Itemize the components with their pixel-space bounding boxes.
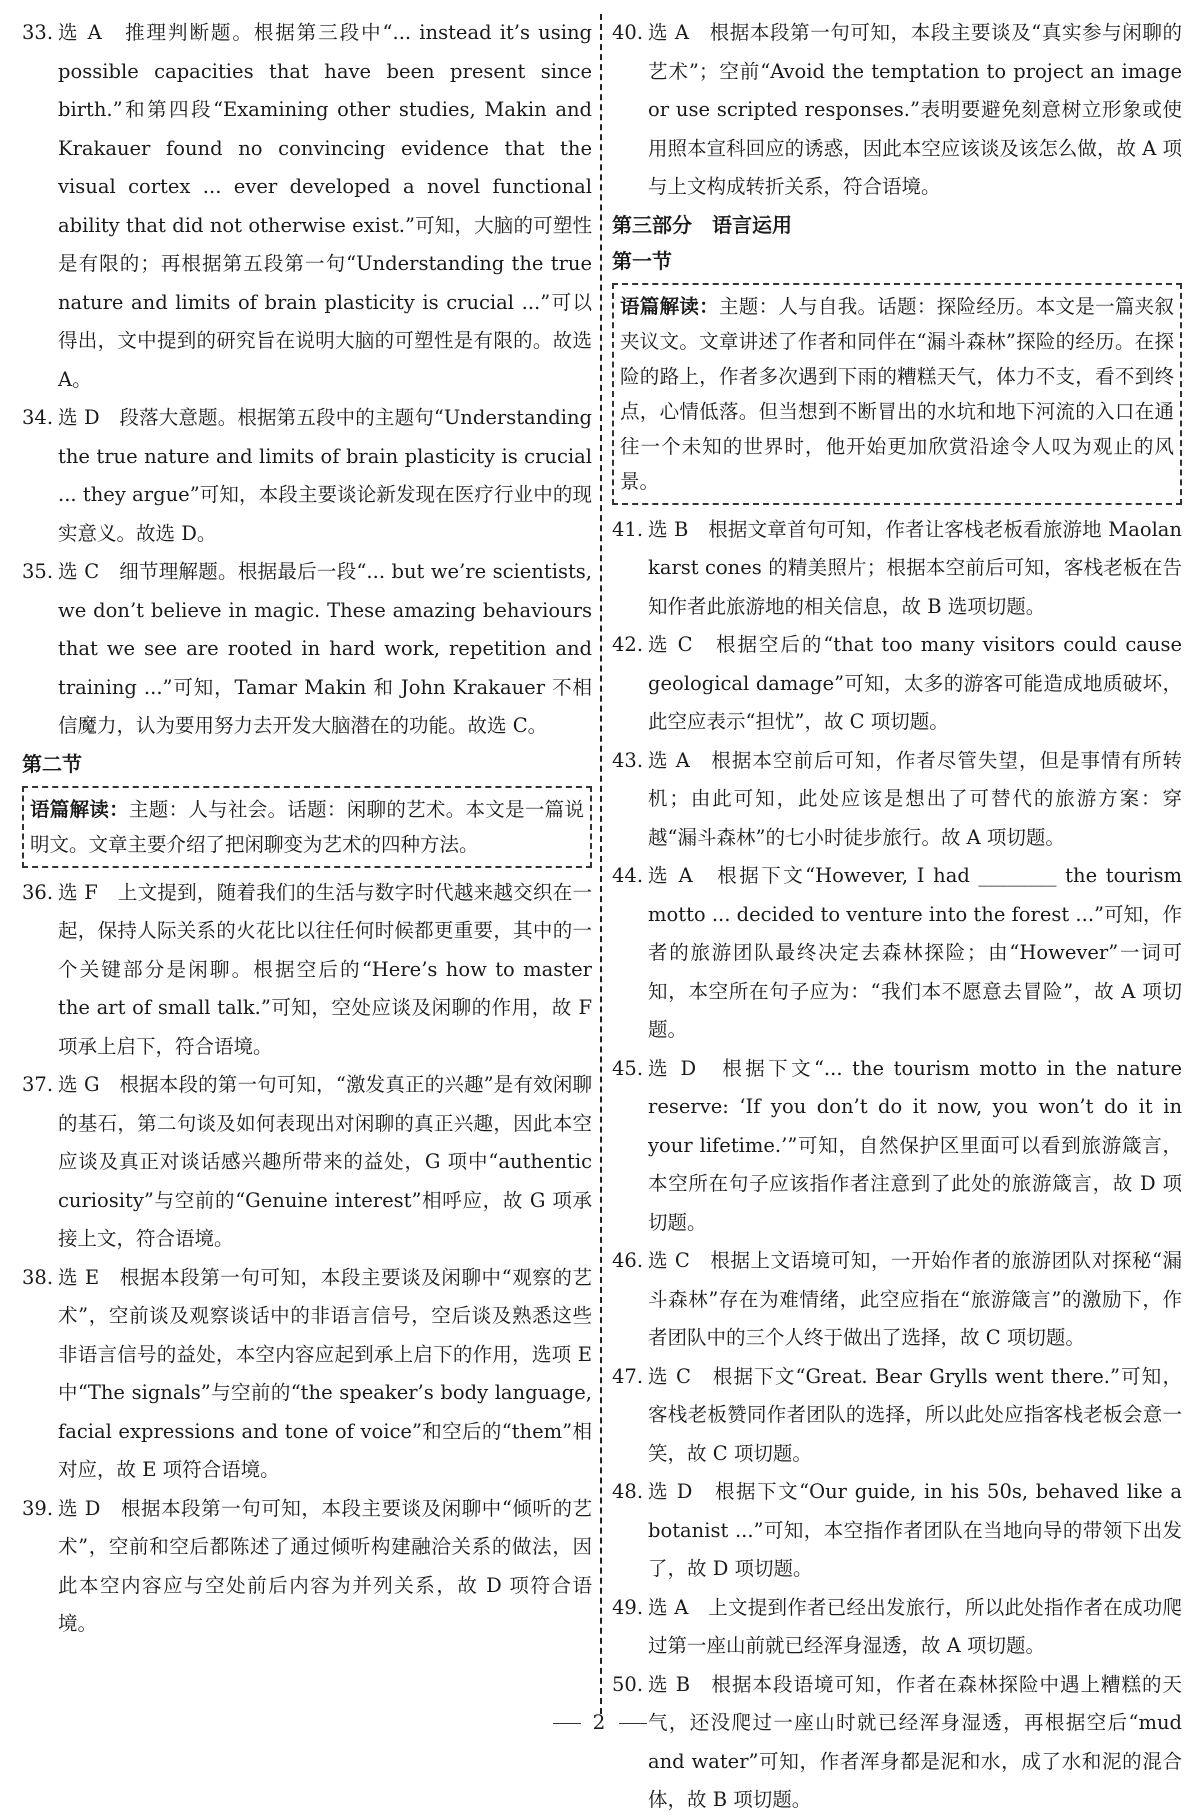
section-1-title: 第一节	[612, 248, 672, 273]
answer-item	[612, 511, 1182, 627]
answer-item	[612, 1666, 1182, 1820]
page-number	[0, 1710, 1200, 1734]
summary-text: 主题：人与自我。话题：探险经历。本文是一篇夹叙夹议文。文章讲述了作者和同伴在“漏斗森林”探险的经历。在探险的路上，作者多次遇到下雨的糟糕天气，体力不支，看不到终点，心情低落。但当想到不断冒出的水坑和地下河流的入口在通往一个未知的世界时，他开始更加欣赏沿途令人叹为观止的风景。	[620, 294, 1174, 493]
answer-item	[22, 874, 592, 1067]
question-number: 48.	[612, 1480, 644, 1503]
answer-item	[612, 1050, 1182, 1243]
summary-label: 语篇解读：	[620, 294, 719, 318]
question-number: 50.	[612, 1672, 644, 1696]
answer-item	[22, 1066, 592, 1259]
answer-explanation: 选 D 段落大意题。根据第五段中的主题句“Understanding the true nature and limits of brain plasticity is crucial ... they argue”可知，本段主要谈论新发现在医疗行业中的现实意义。故选 D。	[58, 406, 592, 545]
right-column	[612, 14, 1182, 1820]
question-number: 41.	[612, 517, 644, 541]
answer-item	[22, 399, 592, 553]
question-number: 46.	[612, 1249, 644, 1272]
answer-explanation: 选 E 根据本段第一句可知，本段主要谈及闲聊中“观察的艺术”，空前谈及观察谈话中的非语言信号，空后谈及熟悉这些非语言信号的益处，本空内容应起到承上启下的作用，选项 E 中“The signals”与空前的“the speaker’s body language, facial expressions and tone of voice”和空后的“them”相对应，故 E 项符合语境。	[58, 1265, 592, 1481]
question-number: 45.	[612, 1056, 644, 1080]
question-number: 35.	[22, 560, 54, 583]
question-number: 38.	[22, 1265, 54, 1289]
answer-item	[612, 1589, 1182, 1666]
answer-explanation: 选 B 根据文章首句可知，作者让客栈老板看旅游地 Maolan karst cones 的精美照片；根据本空前后可知，客栈老板在告知作者此旅游地的相关信息，故 B 选项切题。	[648, 517, 1182, 618]
answer-explanation: 选 A 根据本空前后可知，作者尽管失望，但是事情有所转机；由此可知，此处应该是想出了可替代的旅游方案：穿越“漏斗森林”的七小时徒步旅行。故 A 项切题。	[648, 748, 1182, 849]
answer-item	[612, 626, 1182, 742]
answer-item	[612, 1473, 1182, 1589]
answer-explanation: 选 A 推理判断题。根据第三段中“... instead it’s using possible capacities that have been present since birth.”和第四段“Examining other studies, Makin and Krakauer found no convincing evidence that the visual cortex ... ever developed a novel functional ability that did not otherwise exist.”可知，大脑的可塑性是有限的；再根据第五段第一句“Understanding the true nature and limits of brain plasticity is crucial ...”可以得出，文中提到的研究旨在说明大脑的可塑性是有限的。故选 A。	[58, 21, 592, 391]
answer-item	[22, 14, 592, 399]
answer-list-33-35	[22, 14, 592, 746]
answer-item	[612, 1242, 1182, 1358]
answer-explanation: 选 C 根据上文语境可知，一开始作者的旅游团队对探秘“漏斗森林”存在为难情绪，此空应指在“旅游箴言”的激励下，作者团队中的三个人终于做出了选择，故 C 项切题。	[648, 1249, 1182, 1349]
answer-list-40	[612, 14, 1182, 207]
answer-explanation: 选 A 根据下文“However, I had ________ the tourism motto ... decided to venture into the forest ...”可知，作者的旅游团队最终决定去森林探险；由“However”一词可知，本空所在句子应为：“我们本不愿意去冒险”，故 A 项切题。	[648, 864, 1182, 1041]
question-number: 33.	[22, 21, 54, 44]
answer-explanation: 选 D 根据下文“... the tourism motto in the nature reserve: ‘If you don’t do it now, you won’t do it in your lifetime.’”可知，自然保护区里面可以看到旅游箴言，本空所在句子应该指作者注意到了此处的旅游箴言，故 D 项切题。	[648, 1056, 1182, 1234]
answer-item	[612, 14, 1182, 207]
answer-item	[22, 1490, 592, 1644]
answer-explanation: 选 F 上文提到，随着我们的生活与数字时代越来越交织在一起，保持人际关系的火花比以往任何时候都更重要，其中的一个关键部分是闲聊。根据空后的“Here’s how to master the art of small talk.”可知，空处应谈及闲聊的作用，故 F 项承上启下，符合语境。	[58, 880, 592, 1058]
page-dash-left	[553, 1723, 581, 1724]
left-column	[22, 14, 592, 1644]
passage-summary-box	[22, 786, 592, 868]
answer-explanation: 选 A 根据本段第一句可知，本段主要谈及“真实参与闲聊的艺术”；空前“Avoid the temptation to project an image or use scripted responses.”表明要避免刻意树立形象或使用照本宣科回应的诱惑，因此本空应该谈及该怎么做，故 A 项与上文构成转折关系，符合语境。	[648, 21, 1182, 198]
answer-item	[612, 1358, 1182, 1474]
answer-item	[612, 857, 1182, 1050]
question-number: 49.	[612, 1595, 644, 1619]
question-number: 43.	[612, 748, 644, 772]
page-dash-right	[619, 1723, 647, 1724]
passage-summary-box	[612, 283, 1182, 505]
part-3-title: 第三部分 语言运用	[612, 212, 792, 237]
question-number: 40.	[612, 21, 644, 44]
question-number: 37.	[22, 1073, 54, 1096]
answer-explanation: 选 D 根据下文“Our guide, in his 50s, behaved like a botanist ...”可知，本空指作者团队在当地向导的带领下出发了，故 D 项切题。	[648, 1480, 1182, 1580]
column-divider	[600, 14, 602, 1714]
answer-item	[22, 553, 592, 746]
question-number: 34.	[22, 406, 54, 429]
summary-label: 语篇解读：	[30, 797, 129, 821]
summary-text: 主题：人与社会。话题：闲聊的艺术。本文是一篇说明文。文章主要介绍了把闲聊变为艺术的四种方法。	[30, 797, 584, 856]
answer-list-41-50	[612, 511, 1182, 1820]
answer-explanation: 选 A 上文提到作者已经出发旅行，所以此处指作者在成功爬过第一座山前就已经浑身湿透，故 A 项切题。	[648, 1595, 1182, 1657]
answer-item	[612, 742, 1182, 858]
answer-list-36-39	[22, 874, 592, 1644]
answer-item	[22, 1259, 592, 1490]
answer-explanation: 选 C 根据下文“Great. Bear Grylls went there.”可知，客栈老板赞同作者团队的选择，所以此处应指客栈老板会意一笑，故 C 项切题。	[648, 1364, 1182, 1465]
section-2-title: 第二节	[22, 751, 82, 776]
question-number: 39.	[22, 1496, 54, 1520]
answer-explanation: 选 G 根据本段的第一句可知，“激发真正的兴趣”是有效闲聊的基石，第二句谈及如何表现出对闲聊的真正兴趣，因此本空应谈及真正对谈话感兴趣所带来的益处，G 项中“authentic curiosity”与空前的“Genuine interest”相呼应，故 G 项承接上文，符合语境。	[58, 1073, 592, 1250]
question-number: 47.	[612, 1364, 644, 1388]
answer-explanation: 选 C 根据空后的“that too many visitors could cause geological damage”可知，太多的游客可能造成地质破坏，此空应表示“担忧”，故 C 项切题。	[648, 633, 1182, 733]
answer-explanation: 选 D 根据本段第一句可知，本段主要谈及闲聊中“倾听的艺术”，空前和空后都陈述了通过倾听构建融洽关系的做法，因此本空内容应与空处前后内容为并列关系，故 D 项符合语境。	[58, 1496, 592, 1635]
answer-explanation: 选 C 细节理解题。根据最后一段“... but we’re scientists, we don’t believe in magic. These amazing behaviours that we see are rooted in hard work, repetition and training ...”可知，Tamar Makin 和 John Krakauer 不相信魔力，认为要用努力去开发大脑潜在的功能。故选 C。	[58, 560, 592, 737]
page-number-text: 2	[592, 1710, 608, 1734]
question-number: 36.	[22, 880, 54, 904]
answer-explanation: 选 B 根据本段语境可知，作者在森林探险中遇上糟糕的天气，还没爬过一座山时就已经浑身湿透，再根据空后“mud and water”可知，作者浑身都是泥和水，成了水和泥的混合体，故 B 项切题。	[648, 1672, 1182, 1811]
question-number: 44.	[612, 864, 644, 887]
question-number: 42.	[612, 633, 644, 656]
